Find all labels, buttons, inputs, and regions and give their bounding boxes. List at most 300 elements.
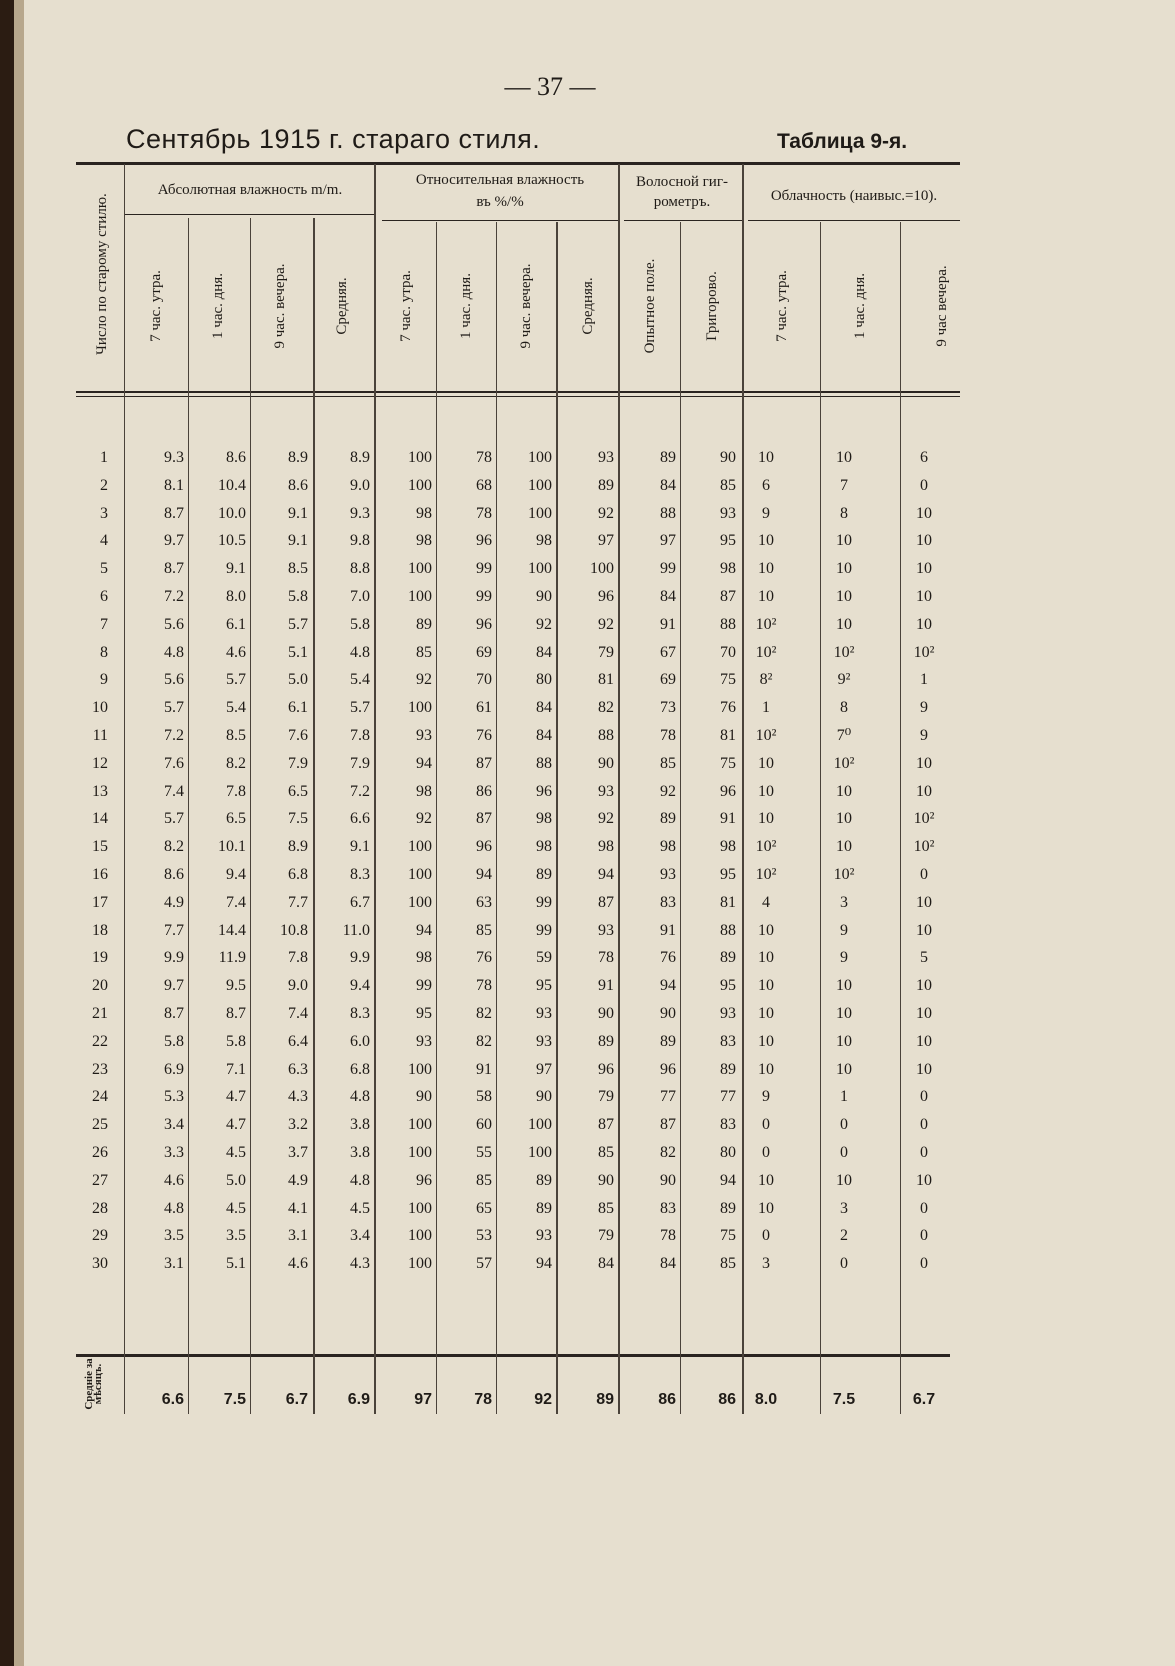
cell-hg: 98 xyxy=(720,838,736,856)
day-number: 20 xyxy=(92,977,108,995)
cell-c7: 10 xyxy=(758,977,774,995)
cell-r9: 93 xyxy=(536,1032,552,1050)
day-number: 1 xyxy=(100,449,108,466)
cell-a7: 9.9 xyxy=(164,949,184,967)
cell-ho: 98 xyxy=(660,838,676,856)
cell-ra: 85 xyxy=(598,1144,614,1161)
cell-a1: 3.5 xyxy=(226,1227,246,1245)
cell-ra: 81 xyxy=(598,671,614,689)
day-number: 2 xyxy=(100,476,108,494)
abs-humidity-header: Абсолютная влажность m/m. xyxy=(157,182,343,198)
cell-r7: 100 xyxy=(408,1199,432,1217)
day-number: 14 xyxy=(92,810,108,828)
cell-r1: 96 xyxy=(476,615,492,633)
cell-a7: 8.7 xyxy=(164,504,184,522)
page-number: — 37 — xyxy=(504,72,596,101)
cell-r7: 85 xyxy=(416,643,432,661)
cell-a9: 6.5 xyxy=(288,782,308,800)
cell-aa: 5.7 xyxy=(350,699,370,717)
cell-aa: 6.0 xyxy=(350,1032,370,1050)
cell-ho: 90 xyxy=(660,1005,676,1022)
cell-ra: 88 xyxy=(598,727,614,744)
cell-aa: 5.4 xyxy=(350,671,370,689)
cell-r1: 58 xyxy=(476,1088,492,1106)
cell-c9: 10 xyxy=(916,754,932,772)
cell-c1: 2 xyxy=(840,1227,848,1245)
cell-c7: 10 xyxy=(758,560,774,578)
rel-avg-header: Средняя. xyxy=(580,277,596,335)
table-row xyxy=(0,556,1175,582)
cell-ho: 84 xyxy=(660,476,676,494)
cell-ho: 78 xyxy=(660,727,676,744)
cell-r7: 100 xyxy=(408,699,432,717)
cell-r9: 93 xyxy=(536,1005,552,1022)
page-edge xyxy=(14,0,24,1666)
cell-hg: 75 xyxy=(720,671,736,689)
cell-ho: 83 xyxy=(660,893,676,911)
cell-a9: 6.3 xyxy=(288,1060,308,1078)
cell-r9: 89 xyxy=(536,1171,552,1189)
hygrometer-header-1: Волосной гиг- xyxy=(636,174,728,190)
cell-r1: 85 xyxy=(476,1171,492,1189)
cell-c9: 1 xyxy=(920,671,928,689)
table-row xyxy=(0,640,1175,666)
day-column-header: Число по старому стилю. xyxy=(94,193,110,355)
cell-a7: 8.7 xyxy=(164,1005,184,1022)
cell-a9: 9.1 xyxy=(288,504,308,522)
cell-r7: 100 xyxy=(408,1227,432,1245)
cell-ra: 89 xyxy=(598,476,614,494)
cell-r7: 98 xyxy=(416,532,432,550)
day-number: 3 xyxy=(100,504,108,522)
cell-a7: 3.5 xyxy=(164,1227,184,1245)
cell-a9: 7.9 xyxy=(288,754,308,772)
cell-ra: 87 xyxy=(598,1116,614,1134)
cell-c7: 0 xyxy=(762,1227,770,1245)
cell-aa: 11.0 xyxy=(342,921,370,939)
cell-a7: 7.2 xyxy=(164,727,184,744)
rel-humidity-header-2: въ %/% xyxy=(476,194,524,210)
cell-ra: 92 xyxy=(598,504,614,522)
cell-ho: 92 xyxy=(660,782,676,800)
cell-c7: 9 xyxy=(762,504,770,522)
abs-group-rule xyxy=(124,214,374,215)
day-number: 6 xyxy=(100,588,108,605)
cell-c9: 5 xyxy=(920,949,928,967)
table-row xyxy=(0,501,1175,527)
cell-hg: 91 xyxy=(720,810,736,828)
cell-c7: 10 xyxy=(758,810,774,828)
cell-ho: 89 xyxy=(660,810,676,828)
cell-c1: 0 xyxy=(840,1144,848,1161)
cell-ra: 93 xyxy=(598,449,614,466)
cell-a7: 4.8 xyxy=(164,643,184,661)
book-spine xyxy=(0,0,14,1666)
cell-c7: 0 xyxy=(762,1116,770,1134)
cell-aa: 8.3 xyxy=(350,866,370,883)
cell-hg: 88 xyxy=(720,615,736,633)
cell-a1: 7.1 xyxy=(226,1060,246,1078)
cell-c9: 10 xyxy=(916,921,932,939)
table-row xyxy=(0,1223,1175,1249)
cell-aa: 3.8 xyxy=(350,1144,370,1161)
abs-1h-header: 1 час. дня. xyxy=(210,273,226,339)
cell-r7: 98 xyxy=(416,949,432,967)
cell-c7: 10² xyxy=(755,838,777,856)
cell-a7: 5.6 xyxy=(164,671,184,689)
cell-a1: 14.4 xyxy=(218,921,246,939)
cell-r1: 94 xyxy=(476,866,492,883)
cell-c9: 0 xyxy=(920,866,928,883)
cell-c7: 10 xyxy=(758,1005,774,1022)
cell-a1: 4.7 xyxy=(226,1088,246,1106)
day-number: 13 xyxy=(92,782,108,800)
cell-c1: 10 xyxy=(836,449,852,466)
table-row xyxy=(0,1251,1175,1277)
cell-r9: 99 xyxy=(536,921,552,939)
cell-ra: 100 xyxy=(590,560,614,578)
cell-r1: 86 xyxy=(476,782,492,800)
avg-r7: 97 xyxy=(414,1391,432,1408)
cell-r7: 100 xyxy=(408,893,432,911)
cell-r7: 99 xyxy=(416,977,432,995)
cell-a9: 7.8 xyxy=(288,949,308,967)
cell-r7: 100 xyxy=(408,1255,432,1273)
cell-a1: 4.5 xyxy=(226,1144,246,1161)
cell-ra: 90 xyxy=(598,1171,614,1189)
rel-9h-header: 9 час. вечера. xyxy=(518,263,534,349)
cell-r1: 78 xyxy=(476,449,492,466)
cell-aa: 3.8 xyxy=(350,1116,370,1134)
day-number: 16 xyxy=(92,866,108,883)
table-row xyxy=(0,973,1175,999)
cell-ho: 73 xyxy=(660,699,676,717)
cell-ho: 96 xyxy=(660,1060,676,1078)
cell-r9: 98 xyxy=(536,838,552,856)
cell-c7: 10 xyxy=(758,754,774,772)
cell-r7: 94 xyxy=(416,754,432,772)
cell-r7: 100 xyxy=(408,560,432,578)
cell-c7: 10 xyxy=(758,449,774,466)
cell-a7: 3.1 xyxy=(164,1255,184,1273)
cell-c9: 10 xyxy=(916,615,932,633)
cell-a1: 5.1 xyxy=(226,1255,246,1273)
cell-c9: 10 xyxy=(916,560,932,578)
cell-r1: 76 xyxy=(476,727,492,744)
footer-rule xyxy=(76,1354,950,1357)
cell-c9: 10² xyxy=(913,838,935,856)
cell-r9: 93 xyxy=(536,1227,552,1245)
cell-aa: 7.8 xyxy=(350,727,370,744)
cell-r1: 78 xyxy=(476,504,492,522)
cell-ra: 82 xyxy=(598,699,614,717)
cell-aa: 9.8 xyxy=(350,532,370,550)
cell-r1: 82 xyxy=(476,1005,492,1022)
cell-r1: 87 xyxy=(476,810,492,828)
cell-ra: 98 xyxy=(598,838,614,856)
avg-a7: 6.6 xyxy=(161,1391,184,1408)
cell-r7: 89 xyxy=(416,615,432,633)
cell-r9: 90 xyxy=(536,588,552,605)
day-number: 23 xyxy=(92,1060,108,1078)
cell-hg: 90 xyxy=(720,449,736,466)
cell-c1: 10 xyxy=(836,838,852,856)
table-row xyxy=(0,862,1175,888)
table-row xyxy=(0,528,1175,554)
cell-c1: 10 xyxy=(836,1060,852,1078)
cell-hg: 75 xyxy=(720,1227,736,1245)
cell-c1: 10 xyxy=(836,588,852,605)
cell-r1: 91 xyxy=(476,1060,492,1078)
cell-c1: 0 xyxy=(840,1255,848,1273)
cell-r7: 93 xyxy=(416,1032,432,1050)
cell-ho: 97 xyxy=(660,532,676,550)
cell-ho: 84 xyxy=(660,1255,676,1273)
cell-aa: 4.3 xyxy=(350,1255,370,1273)
cell-c7: 10 xyxy=(758,1171,774,1189)
cell-r7: 100 xyxy=(408,449,432,466)
cell-a1: 10.0 xyxy=(218,504,246,522)
cell-ra: 96 xyxy=(598,1060,614,1078)
cell-r1: 99 xyxy=(476,560,492,578)
cell-c9: 10 xyxy=(916,588,932,605)
cell-c9: 10 xyxy=(916,1005,932,1022)
avg-c1: 7.5 xyxy=(832,1391,856,1408)
cell-c1: 10 xyxy=(836,1032,852,1050)
cell-a1: 9.1 xyxy=(226,560,246,578)
average-values-row xyxy=(0,1387,1175,1413)
cell-a9: 6.4 xyxy=(288,1032,308,1050)
cell-a7: 7.6 xyxy=(164,754,184,772)
cell-a1: 6.5 xyxy=(226,810,246,828)
cell-r7: 100 xyxy=(408,1060,432,1078)
cell-aa: 4.8 xyxy=(350,643,370,661)
cell-r9: 90 xyxy=(536,1088,552,1106)
day-number: 9 xyxy=(100,671,108,689)
day-number: 28 xyxy=(92,1199,108,1217)
day-number: 25 xyxy=(92,1116,108,1134)
cell-ho: 76 xyxy=(660,949,676,967)
cell-c9: 10 xyxy=(916,893,932,911)
cell-c1: 7⁰ xyxy=(836,727,852,744)
table-row xyxy=(0,445,1175,471)
cell-a7: 7.4 xyxy=(164,782,184,800)
day-number: 4 xyxy=(100,532,108,550)
cell-hg: 83 xyxy=(720,1032,736,1050)
cell-a7: 7.2 xyxy=(164,588,184,605)
cell-c9: 9 xyxy=(920,699,928,717)
cell-r1: 87 xyxy=(476,754,492,772)
cell-ra: 90 xyxy=(598,754,614,772)
cell-c7: 10 xyxy=(758,949,774,967)
day-number: 17 xyxy=(92,893,108,911)
cell-c1: 10 xyxy=(836,1171,852,1189)
avg-r9: 92 xyxy=(534,1391,552,1408)
cell-aa: 4.8 xyxy=(350,1171,370,1189)
cell-hg: 96 xyxy=(720,782,736,800)
cell-ho: 91 xyxy=(660,921,676,939)
cell-c9: 10 xyxy=(916,1171,932,1189)
cell-r9: 100 xyxy=(528,1144,552,1161)
cell-a9: 3.2 xyxy=(288,1116,308,1134)
cell-r1: 55 xyxy=(476,1144,492,1161)
cell-r1: 53 xyxy=(476,1227,492,1245)
cell-ho: 69 xyxy=(660,671,676,689)
cell-r9: 96 xyxy=(536,782,552,800)
avg-ra: 89 xyxy=(596,1391,614,1408)
cell-r9: 97 xyxy=(536,1060,552,1078)
cell-a9: 8.9 xyxy=(288,838,308,856)
cell-aa: 4.8 xyxy=(350,1088,370,1106)
cell-r9: 59 xyxy=(536,949,552,967)
cell-r7: 92 xyxy=(416,671,432,689)
cell-r7: 94 xyxy=(416,921,432,939)
cell-c9: 10 xyxy=(916,532,932,550)
table-row xyxy=(0,1057,1175,1083)
cell-r9: 100 xyxy=(528,504,552,522)
cell-ho: 85 xyxy=(660,754,676,772)
cell-a9: 3.7 xyxy=(288,1144,308,1161)
cell-a1: 8.0 xyxy=(226,588,246,605)
cell-a9: 10.8 xyxy=(280,921,308,939)
cell-hg: 70 xyxy=(720,643,736,661)
cell-a9: 6.1 xyxy=(288,699,308,717)
cell-c9: 10 xyxy=(916,782,932,800)
table-row xyxy=(0,1168,1175,1194)
cell-c1: 10 xyxy=(836,615,852,633)
cell-aa: 6.6 xyxy=(350,810,370,828)
cell-r7: 98 xyxy=(416,504,432,522)
cell-a9: 5.8 xyxy=(288,588,308,605)
cell-c1: 10 xyxy=(836,560,852,578)
cell-r9: 84 xyxy=(536,699,552,717)
cell-a9: 6.8 xyxy=(288,866,308,883)
cell-c1: 9 xyxy=(840,921,848,939)
cell-a1: 8.6 xyxy=(226,449,246,466)
page-title: Сентябрь 1915 г. стараго стиля. xyxy=(126,124,541,154)
cell-ho: 93 xyxy=(660,866,676,883)
cloud-9h-header: 9 час вечера. xyxy=(934,265,950,347)
cell-r9: 89 xyxy=(536,1199,552,1217)
cell-a7: 4.9 xyxy=(164,893,184,911)
table-row xyxy=(0,584,1175,610)
cell-r7: 100 xyxy=(408,476,432,494)
cell-a9: 5.1 xyxy=(288,643,308,661)
cell-aa: 4.5 xyxy=(350,1199,370,1217)
cell-a7: 8.6 xyxy=(164,866,184,883)
table-row xyxy=(0,667,1175,693)
table-row xyxy=(0,751,1175,777)
cloudiness-header: Облачность (наивыс.=10). xyxy=(770,188,938,204)
cell-ho: 77 xyxy=(660,1088,676,1106)
cell-r9: 100 xyxy=(528,1116,552,1134)
day-number: 27 xyxy=(92,1171,108,1189)
cell-hg: 81 xyxy=(720,727,736,744)
table-row xyxy=(0,918,1175,944)
cell-hg: 75 xyxy=(720,754,736,772)
cell-a7: 5.6 xyxy=(164,615,184,633)
cell-c9: 0 xyxy=(920,1255,928,1273)
cell-r7: 100 xyxy=(408,588,432,605)
cell-r9: 84 xyxy=(536,727,552,744)
table-row xyxy=(0,945,1175,971)
rel-7h-header: 7 час. утра. xyxy=(398,270,414,342)
cell-a9: 8.9 xyxy=(288,449,308,466)
cell-ra: 89 xyxy=(598,1032,614,1050)
cell-r7: 93 xyxy=(416,727,432,744)
cell-ra: 96 xyxy=(598,588,614,605)
cell-ra: 79 xyxy=(598,1088,614,1106)
cell-a9: 4.3 xyxy=(288,1088,308,1106)
cell-c9: 0 xyxy=(920,1199,928,1217)
cell-hg: 85 xyxy=(720,1255,736,1273)
table-row xyxy=(0,806,1175,832)
cell-a1: 5.7 xyxy=(226,671,246,689)
cell-c7: 10² xyxy=(755,727,777,744)
cell-r9: 98 xyxy=(536,532,552,550)
cell-a9: 3.1 xyxy=(288,1227,308,1245)
cell-c7: 10² xyxy=(755,643,777,661)
cell-hg: 83 xyxy=(720,1116,736,1134)
avg-a9: 6.7 xyxy=(285,1391,308,1408)
cell-ra: 84 xyxy=(598,1255,614,1273)
cell-hg: 85 xyxy=(720,476,736,494)
cell-ho: 88 xyxy=(660,504,676,522)
cell-hg: 98 xyxy=(720,560,736,578)
day-number: 5 xyxy=(100,560,108,578)
cell-a9: 4.1 xyxy=(288,1199,308,1217)
cell-c1: 9² xyxy=(837,671,851,689)
cell-c9: 10² xyxy=(913,810,935,828)
table-row xyxy=(0,1001,1175,1027)
cell-c9: 6 xyxy=(920,449,928,466)
hygrometer-header-2: рометръ. xyxy=(653,194,711,210)
cell-a1: 5.8 xyxy=(226,1032,246,1050)
cell-ra: 79 xyxy=(598,643,614,661)
cell-r1: 70 xyxy=(476,671,492,689)
table-row xyxy=(0,695,1175,721)
cell-r1: 99 xyxy=(476,588,492,605)
cell-aa: 5.8 xyxy=(350,615,370,633)
cell-c7: 10 xyxy=(758,921,774,939)
table-number: Таблица 9-я. xyxy=(777,130,908,153)
cell-a9: 7.6 xyxy=(288,727,308,744)
cell-ra: 92 xyxy=(598,615,614,633)
cell-a7: 5.3 xyxy=(164,1088,184,1106)
day-number: 10 xyxy=(92,699,108,717)
cell-a1: 9.5 xyxy=(226,977,246,995)
day-number: 26 xyxy=(92,1144,108,1161)
cell-r7: 95 xyxy=(416,1005,432,1022)
cell-a1: 8.5 xyxy=(226,727,246,744)
cell-r1: 85 xyxy=(476,921,492,939)
cell-r1: 60 xyxy=(476,1116,492,1134)
table-row xyxy=(0,890,1175,916)
cell-r1: 68 xyxy=(476,476,492,494)
cell-a7: 9.7 xyxy=(164,977,184,995)
cell-ra: 93 xyxy=(598,921,614,939)
cell-a1: 10.4 xyxy=(218,476,246,494)
day-number: 8 xyxy=(100,643,108,661)
abs-9h-header: 9 час. вечера. xyxy=(272,263,288,349)
cloud-7h-header: 7 час. утра. xyxy=(774,270,790,342)
cell-r9: 100 xyxy=(528,560,552,578)
cell-r9: 88 xyxy=(536,754,552,772)
cell-c1: 10 xyxy=(836,810,852,828)
cell-aa: 9.4 xyxy=(350,977,370,995)
cell-ho: 78 xyxy=(660,1227,676,1245)
cell-a9: 9.1 xyxy=(288,532,308,550)
